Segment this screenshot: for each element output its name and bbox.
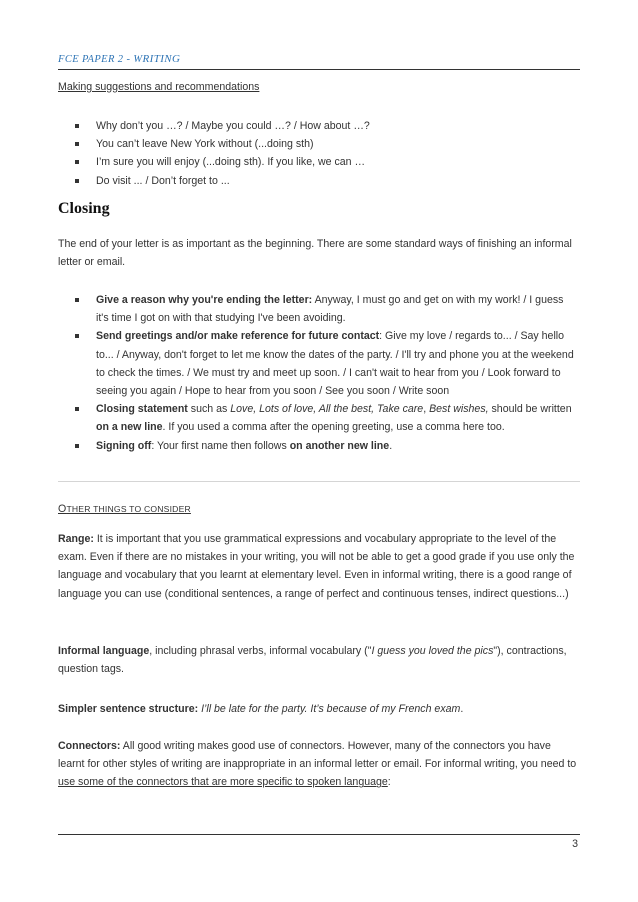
list-item: Signing off: Your first name then follows on another new line. xyxy=(58,437,580,455)
simpler-structure-paragraph: Simpler sentence structure: I’ll be late for the party. It’s because of my French exam. xyxy=(58,703,464,715)
bullet-square-icon xyxy=(75,334,79,338)
bullet-square-icon xyxy=(75,407,79,411)
page-number: 3 xyxy=(572,838,578,850)
list-item: Why don’t you …? / Maybe you could …? / How about …? xyxy=(58,117,580,135)
list-item: Closing statement such as Love, Lots of love, All the best, Take care, Best wishes, should be written on a new line. If you used a comma after the opening greeting, use a comma here too. xyxy=(58,400,580,436)
page-header: FCE PAPER 2 - WRITING xyxy=(58,53,181,65)
closing-list xyxy=(58,291,580,455)
section-divider xyxy=(58,481,580,482)
list-item: You can’t leave New York without (...doing sth) xyxy=(58,135,580,153)
range-paragraph: Range: It is important that you use grammatical expressions and vocabulary appropriate to the level of the exam. Even if there are no mistakes in your writing, you will not be able to get a good grade if you use only the language and vocabulary that you learnt at elementary level. Even in informal writing, there is a good range of language you can use (conditional sentences, a range of perfect and continuous tenses, indirect questions...) xyxy=(58,533,575,600)
section-title: Making suggestions and recommendations xyxy=(58,81,260,93)
header-rule xyxy=(58,69,580,70)
bullet-square-icon xyxy=(75,444,79,448)
footer-rule xyxy=(58,834,580,835)
list-item: Send greetings and/or make reference for future contact: Give my love / regards to... / Say hello to... / Anyway, don't forget to let me know the dates of the party. / I'll try and phone you at the weekend to check the times. / We must try and meet up soon. / I can't wait to hear from you / Look forward to seeing you again / Hope to hear from you soon / See you soon / Write soon xyxy=(58,327,580,400)
list-item: Give a reason why you're ending the letter: Anyway, I must go and get on with my work! / I guess it's time I got on with that studying I've been avoiding. xyxy=(58,291,580,327)
other-things-heading: OTHER THINGS TO CONSIDER xyxy=(58,503,191,515)
closing-heading: Closing xyxy=(58,200,110,217)
bullet-square-icon xyxy=(75,179,79,183)
bullet-square-icon xyxy=(75,124,79,128)
suggestions-list xyxy=(58,117,580,190)
bullet-square-icon xyxy=(75,142,79,146)
list-item: Do visit ... / Don’t forget to ... xyxy=(58,172,580,190)
informal-language-paragraph: Informal language, including phrasal verbs, informal vocabulary ("I guess you loved the pics"), contractions, question tags. xyxy=(58,645,567,676)
list-item: I’m sure you will enjoy (...doing sth). If you like, we can … xyxy=(58,153,580,171)
closing-intro: The end of your letter is as important as the beginning. There are some standard ways of finishing an informal letter or email. xyxy=(58,238,572,269)
connectors-paragraph: Connectors: All good writing makes good use of connectors. However, many of the connectors you have learnt for other styles of writing are inappropriate in an informal letter or email. For informal writing, you need to use some of the connectors that are more specific to spoken language: xyxy=(58,740,577,789)
bullet-square-icon xyxy=(75,298,79,302)
bullet-square-icon xyxy=(75,160,79,164)
